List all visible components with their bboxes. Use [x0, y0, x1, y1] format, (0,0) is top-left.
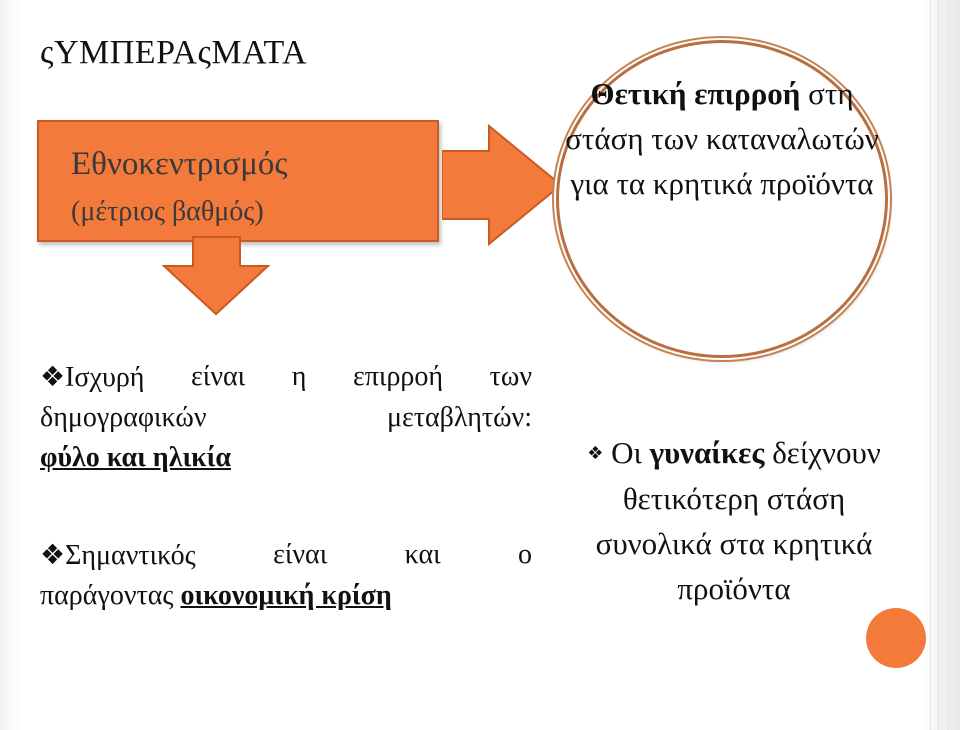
positive-influence-circle — [556, 40, 888, 358]
slide-frame-right — [924, 0, 960, 730]
circle-text-bold: Θετική επιρροή — [590, 76, 801, 111]
diamond-bullet-icon: ❖ — [587, 443, 604, 464]
gender-age-emphasis: φύλο και ηλικία — [40, 442, 231, 473]
bullet-demographics — [40, 357, 532, 478]
b2-word-3: και — [404, 539, 441, 570]
b1-word-7: μεταβλητών: — [386, 402, 532, 433]
economic-crisis-emphasis: οικονομική κρίση — [180, 580, 392, 611]
b1-word-3: η — [291, 361, 307, 392]
b2-word-2: είναι — [273, 539, 328, 570]
box-subtitle: (μέτριος βαθμός) — [71, 196, 264, 227]
slide-frame-left — [0, 0, 22, 730]
diamond-bullet-icon: ❖ — [40, 538, 66, 571]
bullet-women — [578, 430, 890, 611]
bullet-1-line-2 — [40, 398, 532, 438]
bullet-2-line-2 — [40, 576, 532, 616]
bullet-economic-crisis — [40, 535, 532, 616]
circle-text — [559, 71, 885, 206]
arrow-right-icon — [442, 124, 568, 246]
bullet-1-line-1 — [40, 357, 532, 398]
slide-title: ςΥΜΠΕΡΑςΜΑΤΑ — [40, 34, 308, 71]
bullet-2-line-1 — [40, 535, 532, 576]
orange-dot — [866, 608, 926, 668]
box-title: Εθνοκεντρισμός — [71, 146, 288, 182]
b1-word-4: επιρροή — [353, 361, 444, 392]
women-emphasis: γυναίκες — [649, 435, 765, 470]
women-prefix: Οι — [603, 435, 650, 470]
b1-word-5: των — [489, 361, 532, 392]
b1-word-2: είναι — [191, 361, 246, 392]
arrow-down-icon — [160, 236, 272, 318]
diamond-bullet-icon: ❖ — [40, 360, 66, 393]
women-rest: δείχνουν θετικότερη στάση συνολικά στα κρητικά προϊόντα — [595, 435, 881, 606]
b2-word-4: ο — [517, 539, 532, 570]
bullet-1-line-3 — [40, 438, 532, 478]
ethnocentrism-box — [37, 120, 439, 242]
b2-word-1: Σημαντικός — [65, 540, 196, 571]
b1-word-6: δημογραφικών — [40, 402, 207, 433]
b1-word-1: Ισχυρή — [65, 362, 145, 393]
circle-text-rest: στη στάση των καταναλωτών για τα κρητικά προϊόντα — [565, 76, 879, 201]
b2-prefix: παράγοντας — [40, 580, 181, 611]
